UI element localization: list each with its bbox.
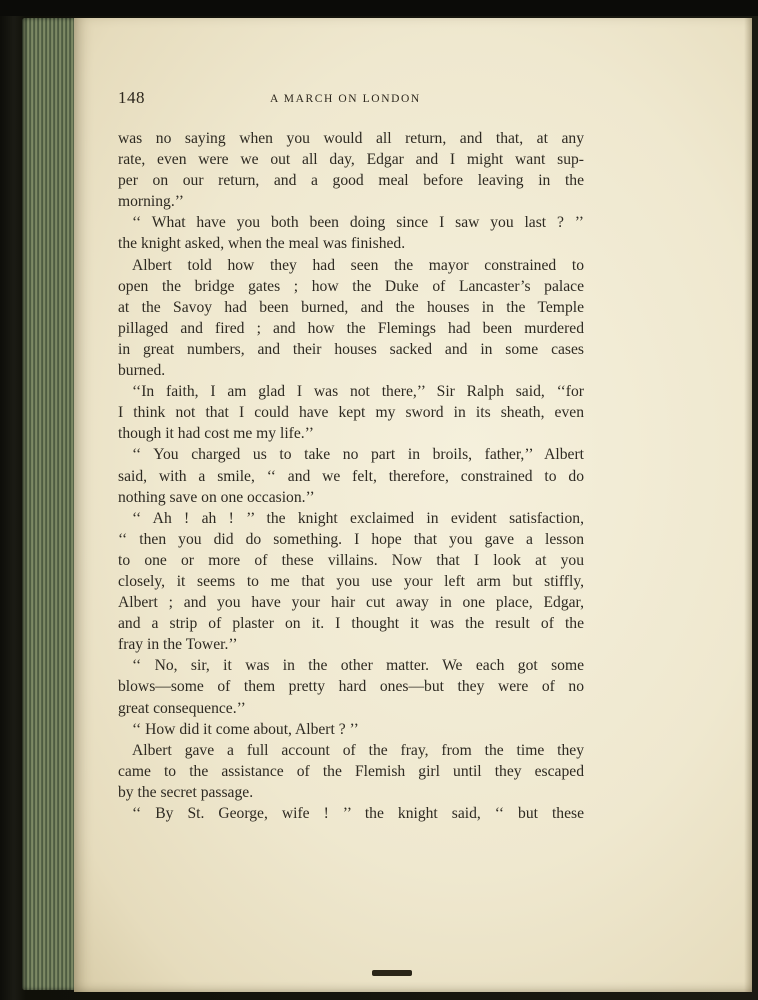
text-line: though it had cost me my life.’’ [118, 425, 314, 443]
page-edge-shadow [744, 18, 752, 992]
text-line: ‘‘ then you did do something. I hope that you gave a lesson [118, 530, 584, 548]
text-line: ‘‘ By St. George, wife ! ’’ the knight said, ‘‘ but these [132, 805, 584, 822]
text-line: ‘‘ You charged us to take no part in broils, father,’’ Albert [132, 446, 584, 464]
running-title: A MARCH ON LONDON [270, 93, 421, 105]
text-line: ‘‘In faith, I am glad I was not there,’’ Sir Ralph said, ‘‘for [132, 383, 584, 401]
text-line: said, with a smile, ‘‘ and we felt, therefore, constrained to do [118, 467, 584, 485]
text-line: burned. [118, 362, 166, 380]
text-line: ‘‘ Ah ! ah ! ’’ the knight exclaimed in evident satisfaction, [132, 509, 584, 527]
page-edges-stack [22, 18, 78, 990]
text-line: was no saying when you would all return, and that, at any [118, 130, 584, 147]
text-line: per on our return, and a good meal before leaving in the [118, 172, 584, 190]
text-line: pillaged and fired ; and how the Flemings had been murdered [118, 319, 584, 337]
text-line: closely, it seems to me that you use your left arm but stiffly, [118, 572, 584, 590]
text-line: morning.’’ [118, 193, 184, 211]
text-line: I think not that I could have kept my sword in its sheath, even [118, 404, 584, 422]
text-line: came to the assistance of the Flemish girl until they escaped [118, 762, 584, 780]
text-line: blows—some of them pretty hard ones—but they were of no [118, 678, 584, 696]
text-line: fray in the Tower.’’ [118, 636, 238, 654]
body-text [118, 128, 584, 824]
text-line: nothing save on one occasion.’’ [118, 488, 315, 506]
text-line: the knight asked, when the meal was finished. [118, 235, 406, 253]
text-line: by the secret passage. [118, 783, 254, 801]
text-line: ‘‘ What have you both been doing since I saw you last ? ’’ [132, 214, 584, 232]
text-line: ‘‘ How did it come about, Albert ? ’’ [132, 720, 359, 738]
text-line: open the bridge gates ; how the Duke of Lancaster’s palace [118, 277, 584, 295]
binding-mark [372, 970, 412, 976]
text-line: Albert told how they had seen the mayor constrained to [132, 256, 584, 274]
text-line: ‘‘ No, sir, it was in the other matter. We each got some [132, 657, 584, 675]
text-line: Albert ; and you have your hair cut away in one place, Edgar, [118, 594, 584, 612]
text-line: rate, even were we out all day, Edgar and I might want sup- [118, 151, 584, 169]
text-line: great consequence.’’ [118, 699, 246, 717]
text-line: and a strip of plaster on it. I thought it was the result of the [118, 615, 584, 633]
text-line: Albert gave a full account of the fray, from the time they [132, 741, 584, 759]
text-line: to one or more of these villains. Now that I look at you [118, 551, 584, 569]
page-number: 148 [118, 88, 145, 107]
running-head [118, 88, 588, 112]
text-line: at the Savoy had been burned, and the houses in the Temple [118, 298, 584, 316]
book-cover-edge [0, 0, 758, 16]
text-line: in great numbers, and their houses sacked and in some cases [118, 340, 584, 358]
